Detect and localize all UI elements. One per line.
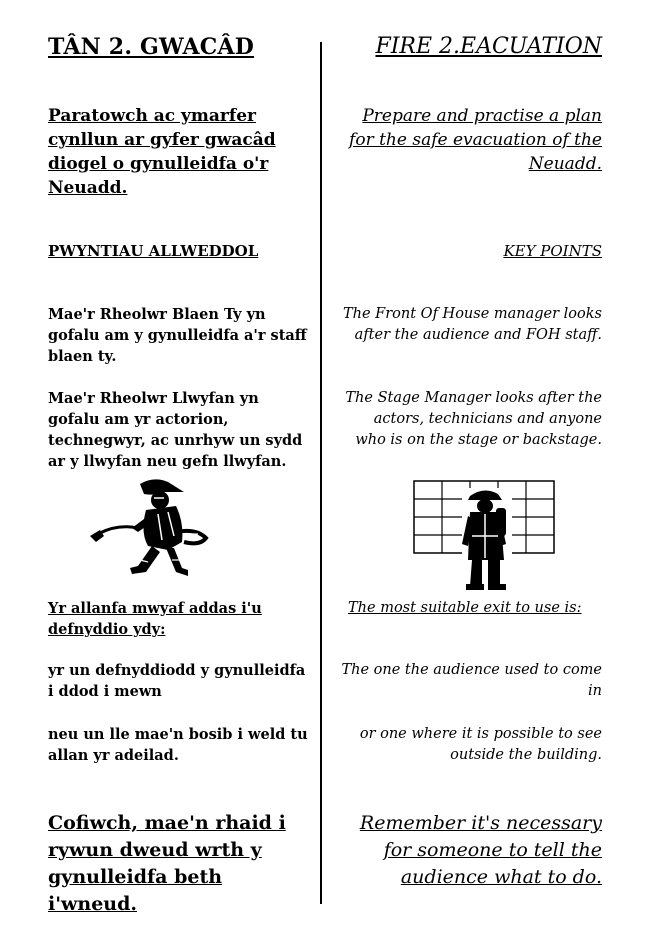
welsh-intro: Paratowch ac ymarfer cynllun ar gyfer gwacâd diogel o gynulleidfa o'r Neuadd.: [48, 106, 276, 198]
english-title: FIRE 2.EACUATION: [375, 34, 602, 59]
english-key-points-heading: KEY POINTS: [503, 242, 602, 260]
firefighter-running-icon: [88, 476, 214, 586]
welsh-option-1: yr un defnyddiodd y gynulleidfa i ddod i mewn: [48, 662, 306, 700]
column-divider: [320, 42, 322, 904]
english-option-1: The one the audience used to come in: [341, 662, 602, 699]
welsh-key-points-heading: PWYNTIAU ALLWEDDOL: [48, 242, 259, 260]
welsh-title: TÂN 2. GWACÂD: [48, 34, 255, 60]
welsh-point-1: Mae'r Rheolwr Blaen Ty yn gofalu am y gynulleidfa a'r staff blaen ty.: [48, 306, 307, 365]
welsh-exit-heading: Yr allanfa mwyaf addas i'u defnyddio ydy:: [48, 600, 262, 638]
english-point-1: The Front Of House manager looks after the audience and FOH staff.: [342, 306, 602, 343]
welsh-point-2: Mae'r Rheolwr Llwyfan yn gofalu am yr actorion, technegwyr, ac unrhyw un sydd ar y llwyfan neu gefn llwyfan.: [48, 390, 303, 470]
english-reminder: Remember it's necessary for someone to tell the audience what to do.: [359, 812, 602, 888]
english-option-2: or one where it is possible to see outside the building.: [359, 726, 602, 763]
english-intro: Prepare and practise a plan for the safe evacuation of the Neuadd.: [349, 106, 602, 174]
firefighter-at-window-icon: [412, 480, 556, 592]
english-exit-heading: The most suitable exit to use is:: [348, 600, 582, 616]
welsh-reminder: Cofiwch, mae'n rhaid i rywun dweud wrth y gynulleidfa beth i'wneud.: [48, 812, 286, 915]
welsh-option-2: neu un lle mae'n bosib i weld tu allan yr adeilad.: [48, 726, 308, 764]
english-point-2: The Stage Manager looks after the actors, technicians and anyone who is on the stage or backstage.: [345, 390, 602, 448]
